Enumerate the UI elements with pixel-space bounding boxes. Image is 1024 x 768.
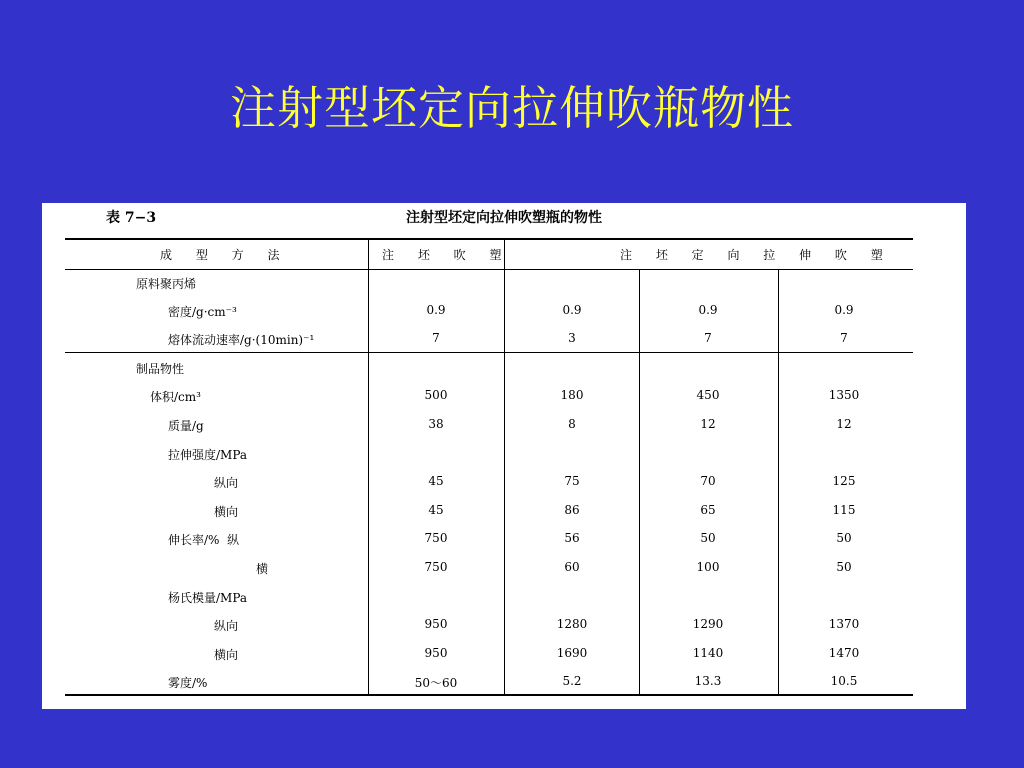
table-cell: 125: [832, 474, 856, 488]
table-cell: 7: [432, 331, 440, 345]
table-section-rule: [65, 352, 913, 353]
table-cell: 750: [424, 560, 448, 574]
table-cell: 0.9: [562, 303, 582, 317]
table-cell: 0.9: [698, 303, 718, 317]
column-divider: [639, 269, 640, 694]
table-cell: 50: [700, 531, 716, 545]
column-divider: [504, 239, 505, 694]
table-cell: 86: [564, 503, 580, 517]
table-cell: 1350: [828, 388, 860, 402]
table-cell: 115: [832, 503, 856, 517]
table-cell: 1140: [692, 646, 724, 660]
table-cell: 7: [704, 331, 712, 345]
table-cell: 60: [564, 560, 580, 574]
row-label: 拉伸强度/MPa: [168, 448, 248, 462]
row-label: 横向: [214, 648, 239, 662]
table-cell: 180: [560, 388, 584, 402]
table-cell: 12: [700, 417, 716, 431]
column-divider: [368, 239, 369, 694]
table-cell: 1280: [556, 617, 588, 631]
table-cell: 56: [564, 531, 580, 545]
table-cell: 500: [424, 388, 448, 402]
row-label: 制品物性: [136, 362, 185, 376]
table-cell: 0.9: [426, 303, 446, 317]
table-cell: 65: [700, 503, 716, 517]
table-cell: 8: [568, 417, 576, 431]
table-cell: 38: [428, 417, 444, 431]
table-cell: 1370: [828, 617, 860, 631]
header-method: 成 型 方 法: [160, 248, 290, 262]
table-cell: 50: [836, 531, 852, 545]
table-cell: 750: [424, 531, 448, 545]
row-label: 纵向: [214, 476, 239, 490]
table-cell: 75: [564, 474, 580, 488]
table-cell: 70: [700, 474, 716, 488]
table-cell: 0.9: [834, 303, 854, 317]
table-cell: 13.3: [694, 674, 722, 688]
table-cell: 50～60: [414, 676, 458, 690]
table-cell: 950: [424, 617, 448, 631]
table-number: 表 7−3: [106, 210, 157, 226]
table-cell: 7: [840, 331, 848, 345]
table-cell: 45: [428, 474, 444, 488]
row-label: 体积/cm³: [150, 390, 201, 404]
table-cell: 450: [696, 388, 720, 402]
table-bottom-rule: [65, 694, 913, 696]
table-cell: 100: [696, 560, 720, 574]
row-label: 伸长率/% 纵: [168, 533, 240, 547]
data-table: [42, 203, 966, 709]
table-cell: 50: [836, 560, 852, 574]
table-cell: 1290: [692, 617, 724, 631]
row-label: 横: [256, 562, 269, 576]
table-cell: 1470: [828, 646, 860, 660]
table-cell: 950: [424, 646, 448, 660]
table-cell: 1690: [556, 646, 588, 660]
row-label: 纵向: [214, 619, 239, 633]
column-divider: [778, 269, 779, 694]
row-label: 熔体流动速率/g·(10min)⁻¹: [168, 333, 315, 347]
table-top-rule: [65, 238, 913, 240]
table-header-rule: [65, 269, 913, 270]
slide-title: 注射型坯定向拉伸吹瓶物性: [230, 81, 794, 135]
row-label: 横向: [214, 505, 239, 519]
header-group-stretch-blow: 注 坯 定 向 拉 伸 吹 塑: [620, 248, 893, 262]
row-label: 原料聚丙烯: [136, 277, 197, 291]
row-label: 质量/g: [168, 419, 204, 433]
table-cell: 10.5: [830, 674, 858, 688]
table-caption: 注射型坯定向拉伸吹塑瓶的物性: [406, 210, 602, 226]
table-cell: 12: [836, 417, 852, 431]
table-cell: 3: [568, 331, 576, 345]
row-label: 密度/g·cm⁻³: [168, 305, 237, 319]
header-group-injection-blow: 注 坯 吹 塑: [382, 248, 512, 262]
table-cell: 5.2: [562, 674, 582, 688]
row-label: 雾度/%: [168, 676, 208, 690]
table-cell: 45: [428, 503, 444, 517]
row-label: 杨氏模量/MPa: [168, 591, 248, 605]
